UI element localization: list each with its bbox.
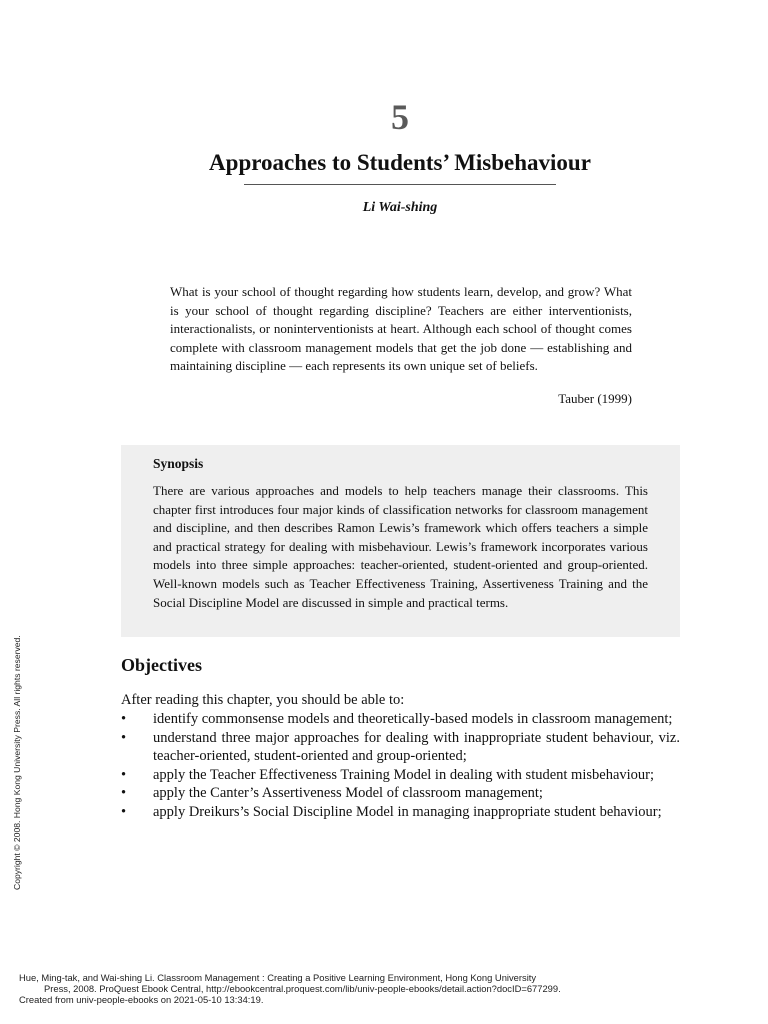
footer-line-1: Hue, Ming-tak, and Wai-shing Li. Classroom Management : Creating a Positive Learning Environment, Hong Kong University xyxy=(19,972,537,983)
chapter-title: Approaches to Students’ Misbehaviour xyxy=(209,150,591,175)
epigraph-citation: Tauber (1999) xyxy=(558,391,632,406)
objectives-heading: Objectives xyxy=(121,655,202,675)
title-divider xyxy=(244,184,556,185)
objective-item: • apply the Canter’s Assertiveness Model of classroom management; xyxy=(121,784,680,803)
objective-item: • apply the Teacher Effectiveness Training Model in dealing with student misbehaviour; xyxy=(121,766,680,785)
epigraph-quote: What is your school of thought regarding how students learn, develop, and grow? What is your school of thought regarding discipline? Teachers are either interventionists, interactionalists, or noninterventionists at heart. Although each school of thought comes complete with classroom management models that get the job done — establishing and maintaining discipline — each represents its own unique set of beliefs. xyxy=(170,284,632,374)
objectives-list xyxy=(121,710,680,821)
objective-item: • apply Dreikurs’s Social Discipline Model in managing inappropriate student behaviour; xyxy=(121,803,680,822)
synopsis-text: There are various approaches and models to help teachers manage their classrooms. This chapter first introduces four major kinds of classification networks for classroom management and discipline, and then describes Ramon Lewis’s framework which offers teachers a simple and practical strategy for dealing with misbehaviour. Lewis’s framework incorporates various models into three simple approaches: teacher-oriented, student-oriented and group-oriented. Well-known models such as Teacher Effectiveness Training, Assertiveness Training and the Social Discipline Model are discussed in simple and practical terms. xyxy=(153,483,648,610)
objective-item: • identify commonsense models and theoretically-based models in classroom management; xyxy=(121,710,680,729)
synopsis-heading: Synopsis xyxy=(153,456,204,471)
chapter-number: 5 xyxy=(391,97,409,137)
synopsis-box xyxy=(121,445,680,637)
objectives-intro: After reading this chapter, you should be able to: xyxy=(121,692,405,708)
side-copyright-notice: Copyright © 2008. Hong Kong University Press. All rights reserved. xyxy=(12,635,22,890)
chapter-author: Li Wai-shing xyxy=(362,200,438,215)
footer-line-3: Created from univ-people-ebooks on 2021-05-10 13:34:19. xyxy=(19,994,264,1006)
footer-line-2: Press, 2008. ProQuest Ebook Central, http://ebookcentral.proquest.com/lib/univ-people-ebooks/detail.action?docID=677299. xyxy=(44,983,561,995)
objective-item: • understand three major approaches for dealing with inappropriate student behaviour, viz. teacher-oriented, student-oriented and group-oriented; xyxy=(121,729,680,766)
footer-citation xyxy=(19,972,759,1006)
